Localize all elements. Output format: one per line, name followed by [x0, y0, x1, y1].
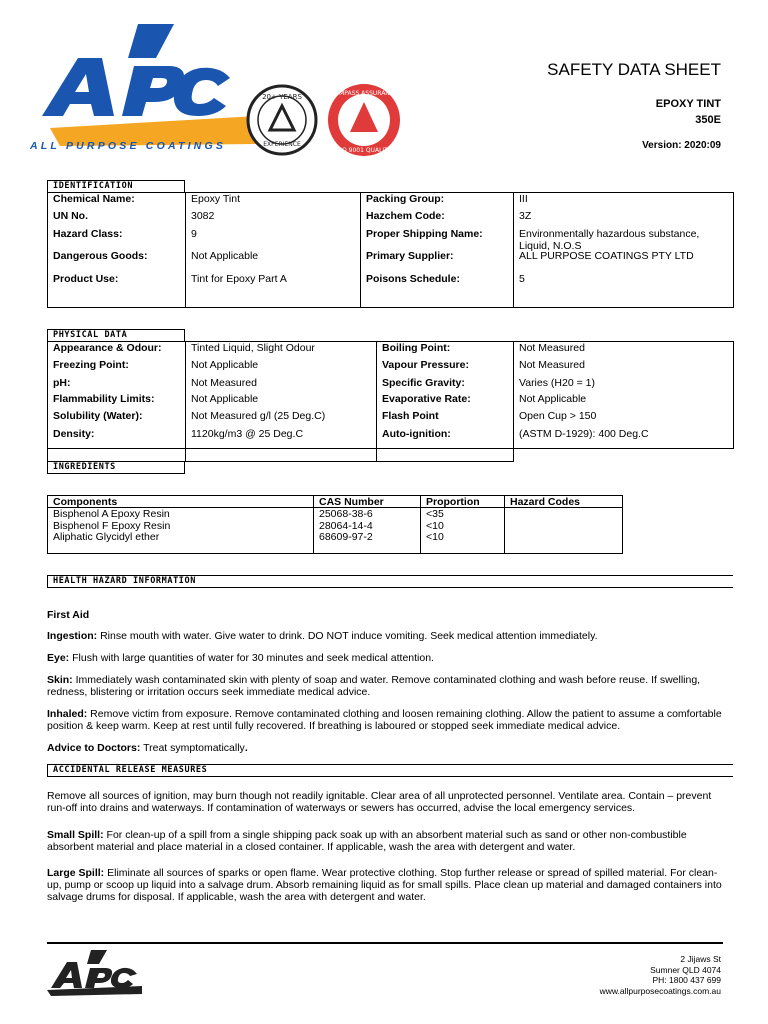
physical-text: Not Applicable	[191, 393, 259, 405]
ingredients-header-cell	[504, 495, 623, 554]
physical-cell	[376, 428, 514, 449]
footer-address-line1: 2 Jijaws St	[680, 954, 721, 964]
eye-text: Flush with large quantities of water for 30 minutes and seek medical attention.	[69, 652, 434, 664]
identification-text: Product Use:	[53, 273, 119, 285]
physical-text: Not Applicable	[519, 393, 587, 405]
physical-cell	[376, 359, 514, 378]
physical-cell	[513, 359, 734, 378]
identification-text: 3082	[191, 210, 215, 222]
identification-text: Packing Group:	[366, 193, 445, 205]
eye-label: Eye:	[47, 652, 70, 664]
physical-text: Not Measured	[519, 342, 585, 354]
identification-text: Chemical Name:	[53, 193, 135, 205]
identification-cell	[360, 250, 514, 274]
identification-cell	[513, 273, 734, 308]
physical-cell	[185, 359, 377, 378]
identification-cell	[185, 250, 361, 274]
identification-cell	[185, 273, 361, 308]
physical-cell	[513, 428, 734, 449]
svg-text:EXPERIENCE: EXPERIENCE	[263, 141, 301, 148]
doctors-end: .	[244, 742, 248, 754]
product-code: 350E	[695, 114, 721, 126]
physical-cell	[376, 341, 514, 360]
physical-cell	[47, 410, 186, 429]
identification-cell	[513, 250, 734, 274]
physical-text: Specific Gravity:	[382, 377, 465, 389]
physical-cell	[185, 393, 377, 411]
identification-text: Dangerous Goods:	[53, 250, 148, 262]
large-spill-label: Large Spill:	[47, 867, 105, 879]
identification-cell	[360, 273, 514, 308]
physical-text: Not Measured g/l (25 Deg.C)	[191, 410, 326, 422]
doctors-label: Advice to Doctors:	[47, 742, 141, 754]
identification-cell	[185, 228, 361, 251]
physical-text: Boiling Point:	[382, 342, 451, 354]
identification-cell	[47, 250, 186, 274]
ingredients-column-header: Hazard Codes	[510, 496, 581, 508]
identification-cell	[360, 210, 514, 229]
identification-text: 5	[519, 273, 525, 285]
ingestion-text: Rinse mouth with water. Give water to drink. DO NOT induce vomiting. Seek medical attention immediately.	[97, 630, 598, 642]
ingestion-label: Ingestion:	[47, 630, 98, 642]
physical-cell	[513, 341, 734, 360]
inhaled-label: Inhaled:	[47, 708, 88, 720]
identification-cell	[185, 210, 361, 229]
physical-cell	[185, 341, 377, 360]
ingredients-value: 68609-97-2	[319, 531, 373, 543]
physical-cell	[513, 393, 734, 411]
physical-empty-cell	[376, 448, 514, 462]
iso-quality-badge-icon	[326, 82, 402, 158]
physical-empty-cell	[47, 448, 186, 462]
identification-text: 9	[191, 228, 197, 240]
small-spill-label: Small Spill:	[47, 829, 104, 841]
ingredients-value: 25068-38-6	[319, 508, 373, 520]
physical-cell	[513, 410, 734, 429]
physical-text: Not Measured	[191, 377, 257, 389]
svg-text:20+ YEARS: 20+ YEARS	[262, 93, 302, 101]
footer-phone: PH: 1800 437 699	[652, 975, 721, 985]
physical-text: Not Applicable	[191, 359, 259, 371]
accidental-heading: ACCIDENTAL RELEASE MEASURES	[47, 764, 733, 777]
physical-text: pH:	[53, 377, 71, 389]
physical-text: Evaporative Rate:	[382, 393, 471, 405]
identification-cell	[47, 192, 186, 211]
ingredients-value: <35	[426, 508, 444, 520]
ingredients-column-header: CAS Number	[319, 496, 384, 508]
ingredients-heading: INGREDIENTS	[47, 461, 185, 474]
identification-heading: IDENTIFICATION	[47, 180, 185, 193]
large-spill-text: Eliminate all sources of sparks or open flame. Wear protective clothing. Stop further release or spread of spilled material. For clean-up, pump or scoop up liquid into a salvage drum. Absorb remaining liquid as for small spills. Place clean up material and damaged containers into salvage drums for disposal. If applicable, wash the area with detergent and water.	[47, 867, 722, 903]
footer-website-link[interactable]: www.allpurposecoatings.com.au	[599, 985, 721, 996]
physical-cell	[376, 410, 514, 429]
identification-text: UN No.	[53, 210, 88, 222]
identification-text: 3Z	[519, 210, 532, 222]
identification-text: Environmentally hazardous substance, Liquid, N.O.S	[519, 228, 700, 252]
eye-para	[47, 652, 727, 664]
physical-text: Appearance & Odour:	[53, 342, 162, 354]
identification-cell	[47, 210, 186, 229]
ingredients-header-divider	[47, 507, 623, 508]
physical-text: Tinted Liquid, Slight Odour	[191, 342, 315, 354]
ingredients-value: 28064-14-4	[319, 519, 373, 532]
svg-text:ISO 9001 QUALITY: ISO 9001 QUALITY	[336, 147, 392, 154]
physical-text: Freezing Point:	[53, 359, 129, 371]
ingredients-column-header: Components	[53, 496, 118, 508]
physical-cell	[376, 393, 514, 411]
physical-cell	[47, 341, 186, 360]
physical-text: Open Cup > 150	[519, 410, 597, 422]
physical-cell	[185, 428, 377, 449]
ingredients-header-cell	[47, 495, 314, 554]
ingredients-value: Bisphenol F Epoxy Resin	[53, 519, 171, 532]
physical-cell	[376, 377, 514, 394]
identification-cell	[47, 228, 186, 251]
physical-cell	[47, 377, 186, 394]
physical-text: Density:	[53, 428, 95, 440]
ingredients-value: Bisphenol A Epoxy Resin	[53, 508, 170, 520]
physical-text: (ASTM D-1929): 400 Deg.C	[519, 428, 649, 440]
identification-cell	[513, 210, 734, 229]
physical-cell	[185, 377, 377, 394]
doctors-para	[47, 742, 727, 754]
identification-text: Epoxy Tint	[191, 193, 241, 205]
skin-label: Skin:	[47, 674, 73, 686]
footer-address	[600, 954, 721, 996]
large-spill-para	[47, 867, 727, 903]
identification-text: III	[519, 193, 528, 205]
inhaled-text: Remove victim from exposure. Remove contaminated clothing and loosen remaining clothing. Allow the patient to assume a comfortable position & keep warm. Keep at rest until fully recovered. If breathing is laboured or stopped seek immediate medical advice.	[47, 708, 722, 732]
physical-cell	[513, 377, 734, 394]
physical-cell	[47, 428, 186, 449]
identification-text: Hazard Class:	[53, 228, 123, 240]
footer-address-line2: Sumner QLD 4074	[650, 964, 721, 975]
physical-heading: PHYSICAL DATA	[47, 329, 185, 342]
physical-text: Vapour Pressure:	[382, 359, 469, 371]
company-logo	[30, 18, 260, 158]
svg-text:COMPASS ASSURANCE: COMPASS ASSURANCE	[330, 90, 398, 97]
physical-text: 1120kg/m3 @ 25 Deg.C	[191, 428, 304, 440]
physical-text: Flammability Limits:	[53, 393, 155, 405]
inhaled-para	[47, 708, 727, 732]
identification-cell	[47, 273, 186, 308]
identification-cell	[513, 228, 734, 251]
identification-cell	[360, 228, 514, 251]
physical-empty-cell	[185, 448, 377, 462]
footer-divider	[47, 942, 723, 944]
accidental-intro: Remove all sources of ignition, may burn though not readily ignitable. Clear area of all unprotected personnel. Ventilate area. Contain – prevent run-off into drains and waterways. If contamination of waterways or sewers has occurred, advise the local emergency services.	[47, 790, 712, 814]
identification-text: Proper Shipping Name:	[366, 228, 483, 240]
physical-text: Solubility (Water):	[53, 410, 143, 422]
physical-cell	[185, 410, 377, 429]
brand-tagline: ALL PURPOSE COATINGS	[30, 140, 227, 152]
footer-logo	[47, 948, 142, 998]
physical-cell	[47, 359, 186, 378]
document-title: SAFETY DATA SHEET	[547, 60, 721, 79]
identification-cell	[360, 192, 514, 211]
product-name: EPOXY TINT	[655, 98, 721, 110]
skin-para	[47, 674, 727, 698]
identification-text: Primary Supplier:	[366, 250, 454, 262]
ingredients-value: <10	[426, 519, 444, 532]
ingredients-header-cell	[420, 495, 505, 554]
ingestion-para	[47, 630, 727, 642]
physical-text: Varies (H20 = 1)	[519, 377, 595, 389]
health-heading: HEALTH HAZARD INFORMATION	[47, 575, 733, 588]
physical-cell	[47, 393, 186, 411]
identification-text: Tint for Epoxy Part A	[191, 273, 287, 285]
identification-text: Not Applicable	[191, 250, 259, 262]
doctors-text: Treat symptomatically	[140, 742, 245, 754]
physical-text: Not Measured	[519, 359, 585, 371]
identification-text: Poisons Schedule:	[366, 273, 460, 285]
ingredients-value: <10	[426, 531, 444, 543]
ingredients-header-cell	[313, 495, 421, 554]
physical-text: Auto-ignition:	[382, 428, 451, 440]
version-label: Version: 2020:09	[642, 140, 721, 151]
small-spill-text: For clean-up of a spill from a single shipping pack soak up with an absorbent material such as sand or other non-combustible absorbent material and place material in a closed container. If applicable, wash the area with detergent and water.	[47, 829, 687, 853]
small-spill-para	[47, 829, 727, 853]
first-aid-heading: First Aid	[47, 609, 90, 621]
physical-text: Flash Point	[382, 410, 439, 422]
identification-cell	[185, 192, 361, 211]
identification-text: Hazchem Code:	[366, 210, 445, 222]
ingredients-value: Aliphatic Glycidyl ether	[53, 531, 160, 543]
identification-cell	[513, 192, 734, 211]
identification-text: ALL PURPOSE COATINGS PTY LTD	[519, 250, 694, 262]
ingredients-column-header: Proportion	[426, 496, 480, 508]
experience-badge-icon	[246, 84, 318, 156]
skin-text: Immediately wash contaminated skin with plenty of soap and water. Remove contaminated clothing and wash before reuse. If swelling, redness, blistering or irritation occurs seek immediate medical advice.	[47, 674, 701, 698]
